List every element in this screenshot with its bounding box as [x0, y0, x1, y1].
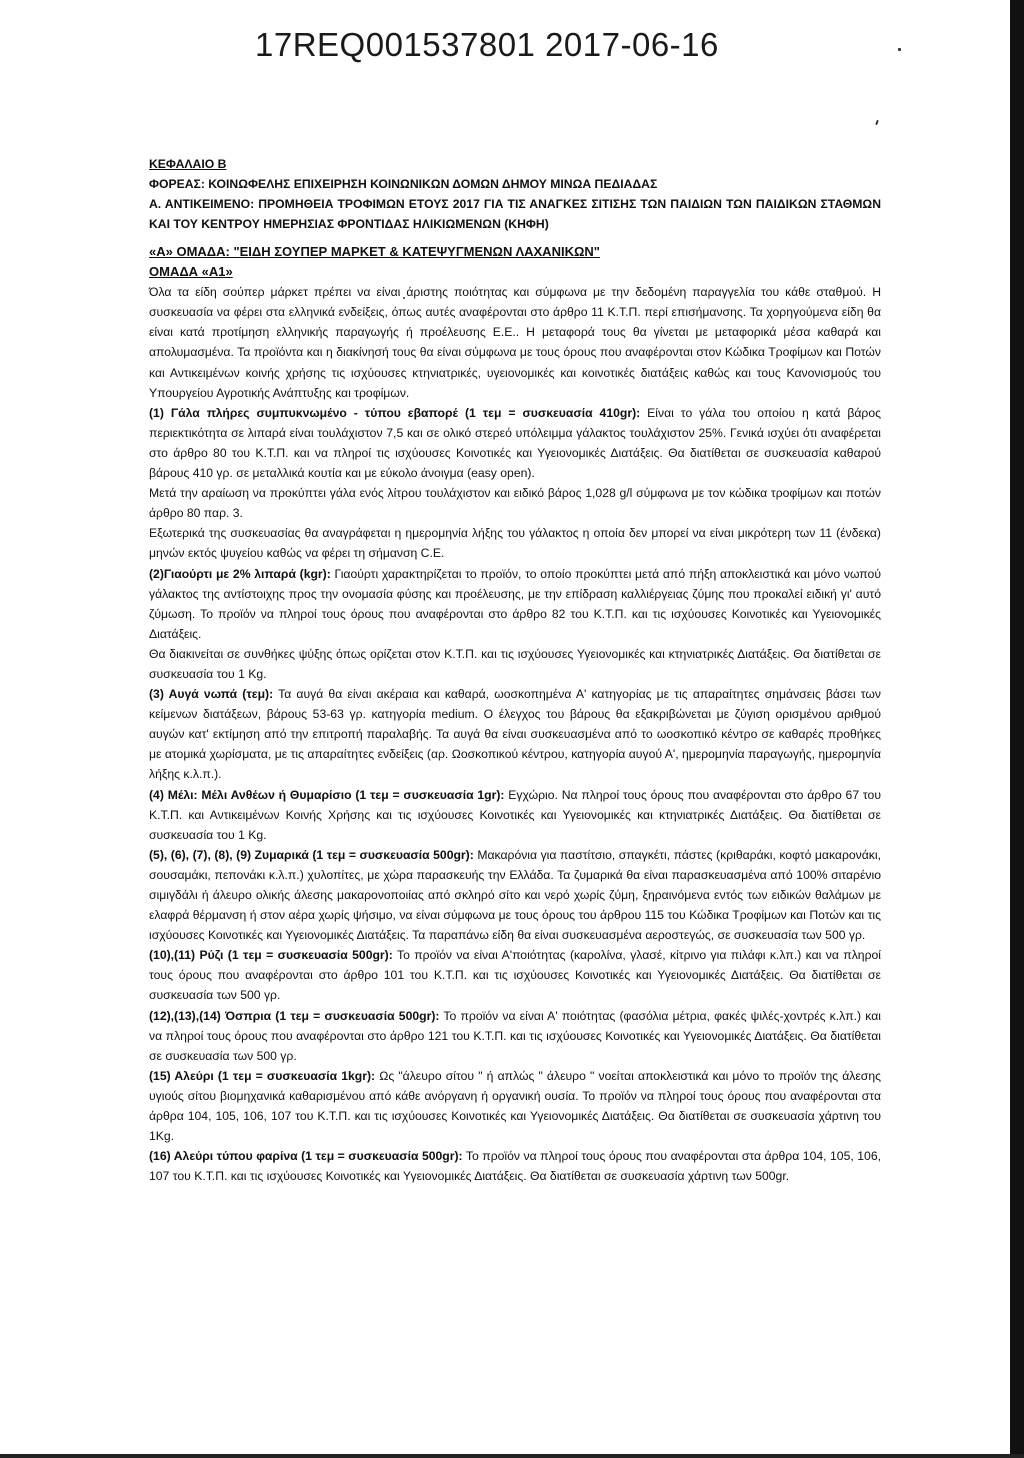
item-lead: (1) Γάλα πλήρες συμπυκνωμένο - τύπου εβαπορέ (1 τεμ = συσκευασία 410gr):: [149, 405, 641, 420]
item-lead: (3) Αυγά νωπά (τεμ):: [149, 687, 274, 702]
item-text: Μετά την αραίωση να προκύπτει γάλα ενός λίτρου τουλάχιστον και ειδικό βάρος 1,028 g/l σύμφωνα με τον κώδικα τροφίμων και ποτών άρθρο 80 παρ. 3.: [149, 486, 881, 521]
item-lead: (10),(11) Ρύζι (1 τεμ = συσκευασία 500gr):: [149, 948, 393, 963]
intro-paragraph: Όλα τα είδη σούπερ μάρκετ πρέπει να είναι άριστης ποιότητας και σύμφωνα με την δεδομένη παραγγελία του κάθε σταθμού. Η συσκευασία να φέρει στα ελληνικά ενδείξεις, όπως αυτές αναφέρονται στο άρθρο 11 Κ.Τ.Π. περί επισήμανσης. Τα χορηγούμενα είδη θα είναι κατά προτίμηση ελληνικής παραγωγής ή προέλευσης Ε.Ε.. Η μεταφορά τους θα γίνεται με μεταφορικά μέσα καθαρά και απολυμασμένα. Τα προϊόντα και η διακίνησή τους θα είναι σύμφωνα με τους όρους που αναφέρονται στον Κώδικα Τροφίμων και Ποτών και Αντικειμένων κοινής χρήσης τις ισχύουσες κτηνιατρικές, υγειονομικές και κοινοτικές διατάξεις καθώς και τους Κανονισμούς του Υπουργείου Αγροτικής Ανάπτυξης και τροφίμων.: [149, 285, 881, 400]
item-paragraph: [149, 564, 881, 644]
item-text: Τα αυγά θα είναι ακέραια και καθαρά, ωοσκοπημένα Α' κατηγορίας με τις απαραίτητες σημάνσεις βάσει των κείμενων διατάξεων, βάρους 53-63 γρ. κατηγορία medium. Ο έλεγχος του βάρους θα εξακριβώνεται με ζύγιση ορισμένου αριθμού αυγών κατ' εκτίμηση από την επιτροπή παραλαβής. Τα αυγά θα είναι συσκευασμένα από το ωοσκοπικό κέντρο σε καθαρές προθήκες με ατομικά χωρίσματα, με τις απαραίτητες ενδείξεις (αρ. Ωοσκοπικού κέντρου, κατηγορία αυγού Α', ημερομηνία παραγωγής, ημερομηνία λήξης κ.λ.π.).: [149, 687, 881, 782]
document-body: [149, 154, 881, 1186]
item-text: Το προϊόν να πληροί τους όρους που αναφέρονται στα άρθρα 104, 105, 106, 107 του Κ.Τ.Π. και τις ισχύουσες Κοινοτικές και Υγειονομικές Διατάξεις. Θα διατίθεται σε συσκευασία χάρτινη των 500gr.: [149, 1149, 881, 1184]
scan-border-bottom: [0, 1454, 1024, 1458]
group-title: «Α» ΟΜΑΔΑ: "ΕΙΔΗ ΣΟΥΠΕΡ ΜΑΡΚΕΤ & ΚΑΤΕΨΥΓΜΕΝΩΝ ΛΑΧΑΝΙΚΩΝ": [149, 244, 600, 259]
item-lead: (5), (6), (7), (8), (9) Ζυμαρικά (1 τεμ = συσκευασία 500gr):: [149, 847, 474, 862]
item-text: Ως "άλευρο σίτου " ή απλώς " άλευρο " νοείται αποκλειστικά και μόνο το προϊόν της άλεσης υγιούς σίτου βιομηχανικά καθαρισμένου από κάθε ανόργανη ή οργανική ουσία. Το προϊόν να πληροί τους όρους που αναφέρονται στα άρθρα 104, 105, 106, 107 του Κ.Τ.Π. και τις ισχύουσες Κοινοτικές και Υγειονομικές Διατάξεις. Θα διατίθεται σε συσκευασία χάρτινη του 1Kg.: [149, 1068, 881, 1144]
item-paragraph: [149, 483, 881, 523]
document-id-stamp: 17REQ001537801 2017-06-16: [255, 26, 719, 63]
subgroup-title: ΟΜΑΔΑ «Α1»: [149, 264, 233, 280]
item-paragraph: [149, 644, 881, 684]
item-paragraph: [149, 684, 881, 784]
item-text: Εγχώριο. Να πληροί τους όρους που αναφέρονται στο άρθρο 67 του Κ.Τ.Π. και Αντικειμένων Κοινής Χρήσης και τις ισχύουσες Κοινοτικές και Υγειονομικές και κτηνιατρικές Διατάξεις. Θα διατίθεται σε συσκευασία του 1 Kg.: [149, 787, 881, 842]
item-paragraph: [149, 1006, 881, 1066]
item-lead: (2)Γιαούρτι με 2% λιπαρά (kgr):: [149, 566, 331, 581]
item-text: Γιαούρτι χαρακτηρίζεται το προϊόν, το οποίο προκύπτει μετά από πήξη αποκλειστικά και μόνο νωπού γάλακτος της αντίστοιχης προς την ονομασία φύσης και προέλευσης, με την επίδραση καλλιέργειας ζύμης που προκαλεί ειδική γι' αυτό ζύμωση. Το προϊόν να πληροί τους όρους που αναφέρονται στο άρθρο 82 του Κ.Τ.Π. και τις ισχύουσες Κοινοτικές και Υγειονομικές Διατάξεις.: [149, 566, 881, 641]
item-paragraph: [149, 1066, 881, 1146]
item-lead: (12),(13),(14) Όσπρια (1 τεμ = συσκευασία 500gr):: [149, 1008, 440, 1023]
item-text: Είναι το γάλα του οποίου η κατά βάρος περιεκτικότητα σε λιπαρά είναι τουλάχιστον 7,5 και σε ολικό στερεό υπόλειμμα γάλακτος τουλάχιστον 25%. Γενικά ισχύει ότι αναφέρεται στο άρθρο 80 του Κ.Τ.Π. και να πληροί τις ισχύουσες Κοινοτικές και Υγειονομικές Διατάξεις. Θα διατίθεται σε συσκευασία καθαρού βάρους 410 γρ. σε μεταλλικά κουτία και με εύκολο άνοιγμα (easy open).: [149, 405, 881, 481]
item-lead: (4) Μέλι: Μέλι Ανθέων ή Θυμαρίσιο (1 τεμ = συσκευασία 1gr):: [149, 787, 505, 802]
item-lead: (15) Αλεύρι (1 τεμ = συσκευασία 1kgr):: [149, 1068, 376, 1083]
bodies-label: ΦΟΡΕΑΣ: ΚΟΙΝΩΦΕΛΗΣ ΕΠΙΧΕΙΡΗΣΗ ΚΟΙΝΩΝΙΚΩΝ ΔΟΜΩΝ ΔΗΜΟΥ ΜΙΝΩΑ ΠΕΔΙΑΔΑΣ: [149, 177, 658, 191]
item-text: Το προϊόν να είναι Α'ποιότητας (καρολίνα, γλασέ, κίτρινο για πιλάφι κ.λπ.) και να πληροί τους όρους που αναφέρονται στο άρθρο 101 του Κ.Τ.Π. και τις ισχύουσες Κοινοτικές και Υγειονομικές Διατάξεις. Θα διατίθεται σε συσκευασία των 500 γρ.: [149, 948, 881, 1003]
item-text: Εξωτερικά της συσκευασίας θα αναγράφεται η ημερομηνία λήξης του γάλακτος η οποία δεν μπορεί να είναι μικρότερη των 11 (ένδεκα) μηνών εκτός ψυγείου καθώς να φέρει τη σήμανση C.E.: [149, 526, 881, 561]
item-text: Μακαρόνια για παστίτσιο, σπαγκέτι, πάστες (κριθαράκι, κοφτό μακαρονάκι, σουσαμάκι, πεπονάκι κ.λ.π.) χυλοπίτες, με χώρα παρασκευής την Ελλάδα. Τα ζυμαρικά θα είναι παρασκευασμένα από 100% σιταρένιο σιμιγδάλι ή άλευρο ολικής άλεσης μακαρονοποιίας από σκληρό σίτο και νερό χωρίς ζύμη, ξηραινόμενα εντός των ειδικών θαλάμων με ελαφρά θέρμανση ή στον αέρα χωρίς ψήσιμο, να είναι σύμφωνα με τους όρους του άρθρου 115 του Κώδικα Τροφίμων και Ποτών και τις ισχύουσες Κοινοτικές και Υγειονομικές Διατάξεις. Τα παραπάνω είδη θα είναι συσκευασμένα αεροστεγώς, σε συσκευασία των 500 γρ.: [149, 847, 881, 943]
item-paragraph: [149, 523, 881, 563]
scan-speck: [875, 120, 879, 125]
item-paragraph: [149, 403, 881, 483]
item-paragraph: [149, 1146, 881, 1186]
chapter-heading: ΚΕΦΑΛΑΙΟ Β: [149, 157, 227, 171]
subject-heading: Α. ΑΝΤΙΚΕΙΜΕΝΟ: ΠΡΟΜΗΘΕΙΑ ΤΡΟΦΙΜΩΝ ΕΤΟΥΣ 2017 ΓΙΑ ΤΙΣ ΑΝΑΓΚΕΣ ΣΙΤΙΣΗΣ ΤΩΝ ΠΑΙΔΙΩΝ ΤΩΝ ΠΑΙΔΙΚΩΝ ΣΤΑΘΜΩΝ ΚΑΙ ΤΟΥ ΚΕΝΤΡΟΥ ΗΜΕΡΗΣΙΑΣ ΦΡΟΝΤΙΔΑΣ ΗΛΙΚΙΩΜΕΝΩΝ (ΚΗΦΗ): [149, 197, 881, 231]
scan-border-right: [1010, 0, 1024, 1458]
item-paragraph: [149, 845, 881, 945]
item-paragraph: [149, 945, 881, 1005]
item-text: Θα διακινείται σε συνθήκες ψύξης όπως ορίζεται στον Κ.Τ.Π. και τις ισχύουσες Υγειονομικές και κτηνιατρικές Διατάξεις. Θα διατίθεται σε συσκευασία του 1 Kg.: [149, 646, 881, 681]
item-lead: (16) Αλεύρι τύπου φαρίνα (1 τεμ = συσκευασία 500gr):: [149, 1149, 463, 1164]
item-text: Το προϊόν να είναι Α' ποιότητας (φασόλια μέτρια, φακές ψιλές-χοντρές κ.λπ.) και να πληροί τους όρους που αναφέρονται στο άρθρο 121 του Κ.Τ.Π. και τις ισχύουσες Κοινοτικές και Υγειονομικές Διατάξεις. Θα διατίθεται σε συσκευασία των 500 γρ.: [149, 1008, 881, 1063]
item-paragraph: [149, 785, 881, 845]
scan-speck: [898, 48, 901, 51]
